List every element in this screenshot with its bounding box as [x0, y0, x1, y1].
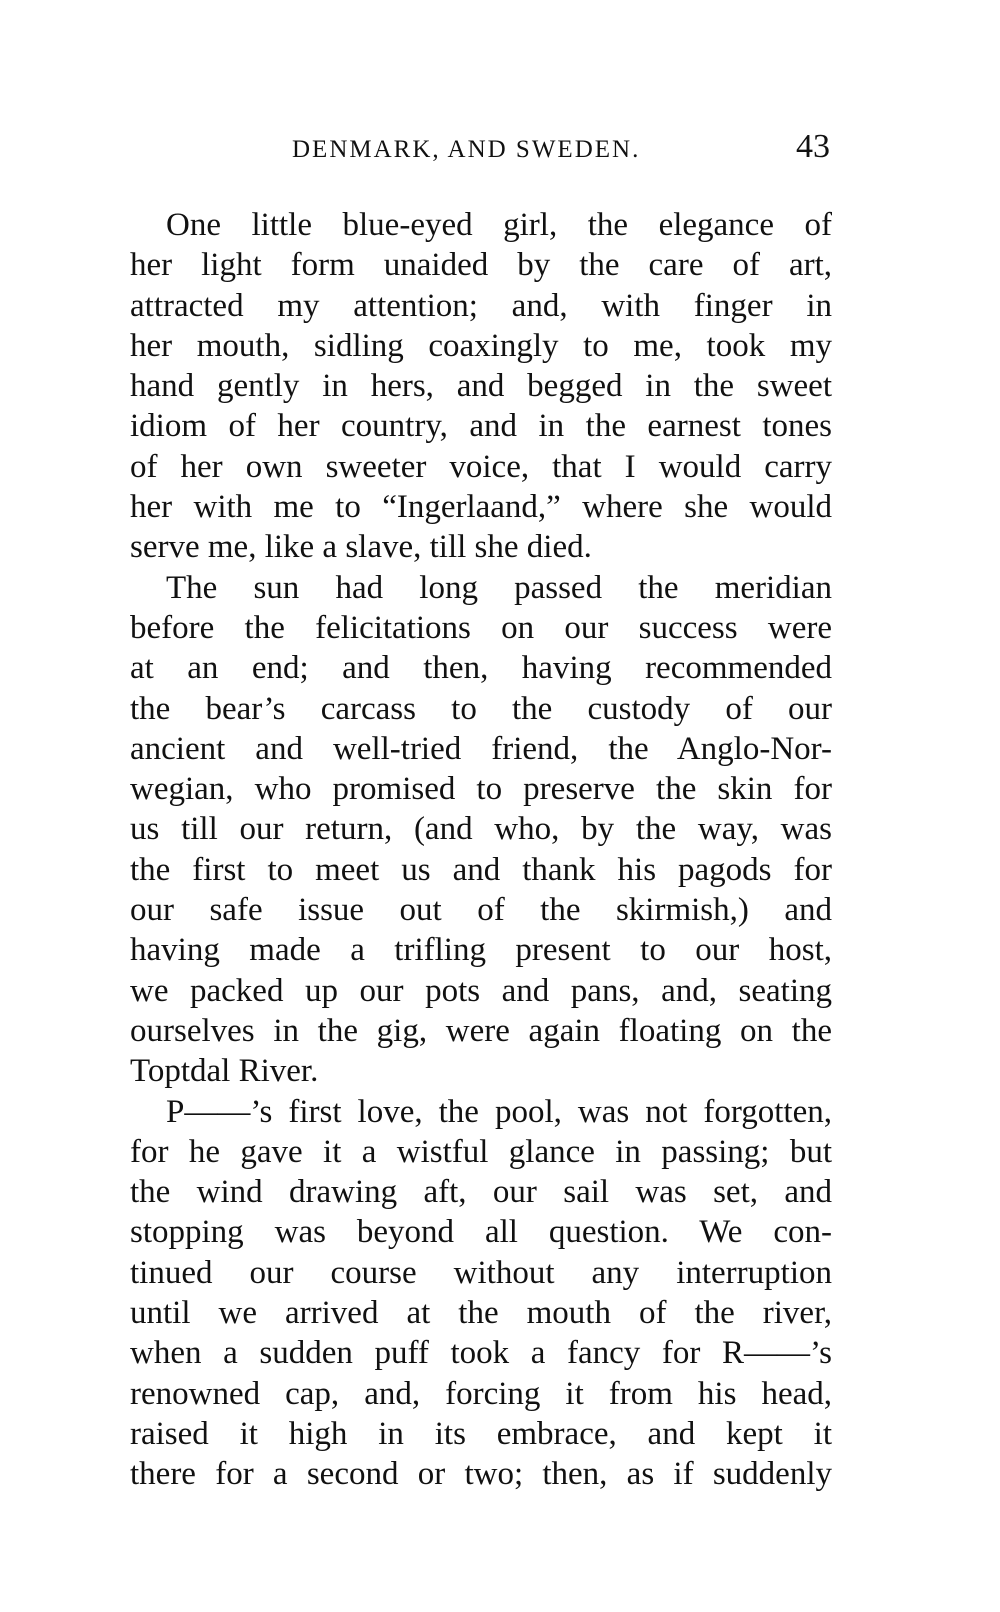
text-line: her light form unaided by the care of art,	[130, 247, 832, 284]
text-line: ourselves in the gig, were again floating on the	[130, 1012, 832, 1049]
page-number: 43	[796, 128, 830, 165]
text-line: raised it high in its embrace, and kept it	[130, 1415, 832, 1452]
text-line: hand gently in hers, and begged in the sweet	[130, 368, 832, 405]
text-line: until we arrived at the mouth of the river,	[130, 1295, 832, 1332]
running-title: DENMARK, AND SWEDEN.	[292, 136, 641, 163]
text-line: her mouth, sidling coaxingly to me, took my	[130, 327, 832, 364]
text-line: at an end; and then, having recommended	[130, 650, 832, 687]
running-head	[130, 128, 832, 168]
text-line: serve me, like a slave, till she died.	[130, 529, 592, 566]
text-line: us till our return, (and who, by the way, was	[130, 811, 832, 848]
text-line: of her own sweeter voice, that I would carry	[130, 448, 832, 485]
text-line: P——’s first love, the pool, was not forgotten,	[166, 1093, 832, 1130]
text-line: attracted my attention; and, with finger in	[130, 287, 832, 324]
text-line: for he gave it a wistful glance in passing; but	[130, 1133, 832, 1170]
text-line: renowned cap, and, forcing it from his head,	[130, 1375, 832, 1412]
text-line: having made a trifling present to our host,	[130, 932, 832, 969]
text-line: idiom of her country, and in the earnest tones	[130, 408, 832, 445]
text-line: wegian, who promised to preserve the skin for	[130, 771, 832, 808]
text-line: the first to meet us and thank his pagods for	[130, 851, 832, 888]
text-line: Toptdal River.	[130, 1053, 319, 1090]
text-line: we packed up our pots and pans, and, seating	[130, 972, 832, 1009]
text-line: before the felicitations on our success were	[130, 609, 832, 646]
text-line: the bear’s carcass to the custody of our	[130, 690, 832, 727]
text-line: her with me to “Ingerlaand,” where she would	[130, 489, 832, 526]
text-line: when a sudden puff took a fancy for R——’s	[130, 1335, 832, 1372]
body-text	[130, 205, 832, 1495]
text-line: stopping was beyond all question. We con-	[130, 1214, 832, 1251]
text-line: the wind drawing aft, our sail was set, and	[130, 1174, 832, 1211]
text-line: our safe issue out of the skirmish,) and	[130, 892, 832, 929]
text-line: One little blue-eyed girl, the elegance of	[166, 207, 832, 243]
text-line: ancient and well-tried friend, the Anglo-Nor-	[130, 730, 832, 767]
text-line: tinued our course without any interruption	[130, 1254, 832, 1291]
text-line: The sun had long passed the meridian	[166, 569, 832, 606]
text-line: there for a second or two; then, as if suddenly	[130, 1456, 832, 1493]
